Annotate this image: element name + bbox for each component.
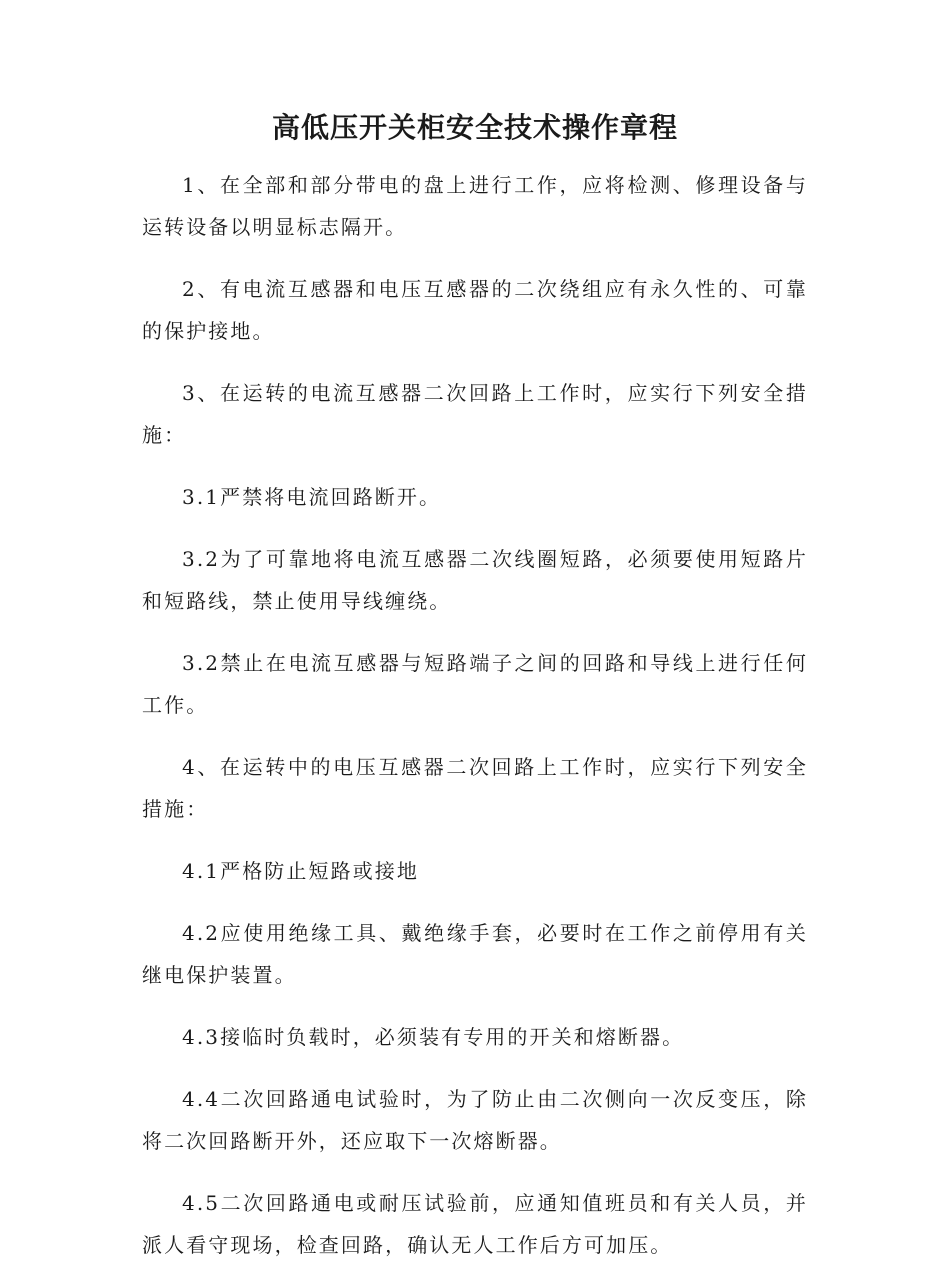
paragraph-3-2b: 3.2禁止在电流互感器与短路端子之间的回路和导线上进行任何工作。 bbox=[142, 651, 808, 717]
paragraph-4-4: 4.4二次回路通电试验时，为了防止由二次侧向一次反变压，除将二次回路断开外，还应取下一次熔断器。 bbox=[142, 1087, 808, 1153]
paragraph-4-3: 4.3接临时负载时，必须装有专用的开关和熔断器。 bbox=[182, 1025, 685, 1049]
paragraph-2: 2、有电流互感器和电压互感器的二次绕组应有永久性的、可靠的保护接地。 bbox=[142, 277, 808, 343]
paragraph-3-2a: 3.2为了可靠地将电流互感器二次线圈短路，必须要使用短路片和短路线，禁止使用导线缠绕。 bbox=[142, 547, 808, 613]
paragraph-3-1: 3.1严禁将电流回路断开。 bbox=[182, 485, 442, 509]
paragraph-4: 4、在运转中的电压互感器二次回路上工作时，应实行下列安全措施： bbox=[142, 755, 808, 821]
document-title: 高低压开关柜安全技术操作章程 bbox=[271, 111, 678, 144]
paragraph-4-2: 4.2应使用绝缘工具、戴绝缘手套，必要时在工作之前停用有关继电保护装置。 bbox=[142, 921, 808, 987]
paragraph-4-5: 4.5二次回路通电或耐压试验前，应通知值班员和有关人员，并派人看守现场，检查回路，确认无人工作后方可加压。 bbox=[142, 1191, 808, 1257]
paragraph-4-1: 4.1严格防止短路或接地 bbox=[182, 859, 420, 883]
document-body bbox=[142, 164, 808, 1286]
paragraph-1: 1、在全部和部分带电的盘上进行工作，应将检测、修理设备与运转设备以明显标志隔开。 bbox=[142, 173, 808, 239]
paragraph-3: 3、在运转的电流互感器二次回路上工作时，应实行下列安全措施： bbox=[142, 381, 808, 447]
